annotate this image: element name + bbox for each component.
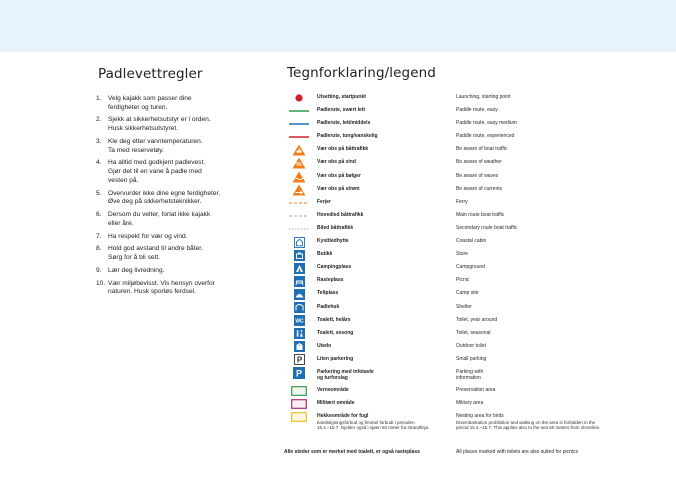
rule-text: Hold god avstand til andre båter. Sørg for å bli sett. xyxy=(108,245,203,261)
legend-label-no xyxy=(317,186,360,192)
legend-label-en xyxy=(456,304,472,310)
picnic-icon xyxy=(287,275,311,287)
legend-row xyxy=(287,118,627,131)
waves-warning-icon xyxy=(287,171,311,183)
preservation-area-icon xyxy=(287,385,311,397)
legend-label-no-text: Campingplass xyxy=(317,264,352,271)
legend-row xyxy=(287,385,627,398)
legend-label-en-text: Store xyxy=(456,251,468,258)
legend-label-en xyxy=(456,400,483,406)
legend-row xyxy=(287,105,627,118)
legend-label-no-text: Butikk xyxy=(317,251,333,258)
legend-label-no-text: Liten parkering xyxy=(317,355,354,362)
legend-label-en xyxy=(456,159,502,165)
legend-label-en-text: Outdoor toilet xyxy=(456,342,487,349)
legend-label-no-text: Teltplass xyxy=(317,290,339,297)
legend-label-en-text: Camp site xyxy=(456,290,479,297)
legend-label-en xyxy=(456,107,498,113)
svg-text:WC: WC xyxy=(294,318,304,325)
campground-icon xyxy=(287,262,311,274)
legend-title: Tegnforklaring/legend xyxy=(287,65,436,81)
rule-number: 5. xyxy=(96,189,102,197)
legend-row xyxy=(287,411,627,436)
legend-row xyxy=(287,302,627,315)
parking-info-icon xyxy=(287,367,311,379)
legend-row xyxy=(287,315,627,328)
legend-row xyxy=(287,262,627,275)
rules-list xyxy=(96,95,276,301)
legend-label-no-text: Parkering med infotavle og turforslag xyxy=(317,368,374,381)
legend-label-en xyxy=(456,317,497,323)
legend-label-no xyxy=(317,343,331,349)
legend-label-en-text: Be aware of weather xyxy=(456,159,502,166)
legend-label-en-text: Parking with information xyxy=(456,368,484,381)
legend-label-no-text: Utedo xyxy=(317,342,332,349)
shelter-icon xyxy=(287,302,311,314)
legend-row xyxy=(287,236,627,249)
legend-label-en xyxy=(456,199,468,205)
legend-list xyxy=(287,92,627,436)
legend-label-en xyxy=(456,277,469,283)
legend-label-en xyxy=(456,238,486,244)
legend-label-no xyxy=(317,304,339,310)
legend-label-no-text: Vær obs på strøm xyxy=(317,185,360,192)
rule-item xyxy=(96,190,276,207)
legend-label-en-text: Picnic xyxy=(456,277,470,284)
legend-label-no xyxy=(317,173,361,179)
legend-label-en xyxy=(456,290,479,296)
nesting-area-icon xyxy=(287,411,311,423)
current-warning-icon xyxy=(287,184,311,196)
toilet-seasonal-icon xyxy=(287,328,311,340)
legend-label-en xyxy=(456,251,468,257)
rule-text: Dersom du velter, forlat ikke kajakk eller åre. xyxy=(108,211,211,227)
legend-label-en xyxy=(456,413,600,430)
coastal-cabin-icon xyxy=(287,236,311,248)
legend-label-no-text: Verneområde xyxy=(317,386,349,393)
boat-traffic-warning-icon xyxy=(287,144,311,156)
legend-label-no-text: Biled båttrafikk xyxy=(317,224,354,231)
legend-label-no-text: Vær obs på båttrafikk xyxy=(317,146,369,153)
legend-row xyxy=(287,328,627,341)
legend-label-en-text: Toilet, seasonal xyxy=(456,329,491,336)
rule-number: 9. xyxy=(96,266,102,274)
legend-label-en xyxy=(456,186,502,192)
legend-label-en xyxy=(456,264,485,270)
rule-text: Kle deg etter vanntemperaturen. Ta med reservetøy. xyxy=(108,137,203,154)
legend-label-en xyxy=(456,330,490,336)
legend-label-no-text: Toalett, sesong xyxy=(317,329,354,336)
rule-number: 4. xyxy=(96,159,102,167)
legend-row xyxy=(287,92,627,105)
legend-row xyxy=(287,398,627,411)
legend-label-no xyxy=(317,290,338,296)
legend-label-en xyxy=(456,343,486,349)
camp-site-icon xyxy=(287,288,311,300)
legend-label-no-text: Padlerute, lett/middels xyxy=(317,120,371,127)
rule-number: 10. xyxy=(96,279,106,287)
legend-label-no xyxy=(317,212,363,218)
rule-text: Lær deg livredning. xyxy=(108,266,165,274)
route-medium-line-icon xyxy=(287,118,311,130)
legend-label-no xyxy=(317,94,366,100)
legend-label-no xyxy=(317,120,370,126)
legend-label-no-text: Utsetting, startpunkt xyxy=(317,94,366,100)
legend-label-en xyxy=(456,225,517,231)
rule-item xyxy=(96,245,276,262)
legend-row xyxy=(287,171,627,184)
rule-number: 3. xyxy=(96,137,102,145)
header-band xyxy=(0,0,676,52)
legend-row xyxy=(287,210,627,223)
legend-label-en-text: Preservation area xyxy=(456,386,496,393)
rule-item xyxy=(96,116,276,133)
legend-label-no-text: Toalett, helårs xyxy=(317,316,351,323)
rule-number: 8. xyxy=(96,245,102,253)
legend-label-en xyxy=(456,173,498,179)
legend-label-no-text: Kysttledhytte xyxy=(317,238,349,245)
legend-label-en xyxy=(456,120,517,126)
legend-label-en xyxy=(456,133,514,139)
main-boat-traffic-line-icon xyxy=(287,210,311,222)
legend-label-en-text: Be aware of waves xyxy=(456,172,499,179)
legend-row xyxy=(287,341,627,354)
rule-item xyxy=(96,233,276,242)
rule-item xyxy=(96,95,276,112)
legend-label-no xyxy=(317,159,356,165)
legend-label-no-text: Padlehuk xyxy=(317,303,340,310)
legend-label-en-text: Be aware of currents xyxy=(456,185,503,192)
legend-label-no xyxy=(317,225,353,231)
legend-label-en xyxy=(456,94,510,100)
legend-label-no xyxy=(317,277,343,283)
legend-label-no-text: Hovedled båttrafikk xyxy=(317,211,364,218)
rule-text: Ha respekt for vær og vind. xyxy=(108,232,188,240)
legend-label-en-text: Be aware of boat traffic xyxy=(456,146,508,153)
legend-label-no-text: Ferjer xyxy=(317,198,331,205)
legend-label-en-text: Secondary route boat traffic xyxy=(456,224,518,231)
rule-item xyxy=(96,138,276,155)
wind-warning-icon xyxy=(287,157,311,169)
legend-label-en-text: Launching, starting point xyxy=(456,94,511,100)
legend-label-no xyxy=(317,251,332,257)
legend-label-no xyxy=(317,264,351,270)
store-icon xyxy=(287,249,311,261)
legend-row xyxy=(287,354,627,367)
legend-label-no-text: Hekkeområde for fugl xyxy=(317,413,369,420)
legend-label-en-text: Paddle route, easy xyxy=(456,107,498,114)
legend-note-no: Ilandstigningsforbud og ferdsel forbudt i perioden 15.4.–15.7. Gjelder også i sjøen 50 meter fra strandlinja. xyxy=(317,419,430,431)
legend-label-en xyxy=(456,387,495,393)
legend-label-no xyxy=(317,317,351,323)
legend-label-no xyxy=(317,146,368,152)
legend-row xyxy=(287,249,627,262)
legend-label-en-text: Paddle route, easy medium xyxy=(456,120,517,127)
legend-label-en xyxy=(456,356,486,362)
route-hard-line-icon xyxy=(287,131,311,143)
legend-label-en-text: Shelter xyxy=(456,303,472,310)
legend-label-no xyxy=(317,387,349,393)
launch-dot-icon xyxy=(287,92,311,104)
legend-label-no xyxy=(317,107,365,113)
legend-row xyxy=(287,157,627,170)
legend-label-no xyxy=(317,400,355,406)
rule-item xyxy=(96,159,276,185)
legend-label-no xyxy=(317,199,331,205)
rule-number: 1. xyxy=(96,95,102,102)
legend-row xyxy=(287,288,627,301)
rule-text: Overvurder ikke dine egne ferdigheter. Øve deg på sikkerhetsteknikker. xyxy=(108,189,221,206)
rule-item xyxy=(96,211,276,228)
legend-label-en-text: Coastal cabin xyxy=(456,238,487,245)
legend-label-en xyxy=(456,212,504,218)
legend-label-en xyxy=(456,369,483,381)
legend-row xyxy=(287,144,627,157)
military-area-icon xyxy=(287,398,311,410)
legend-label-en-text: Campground xyxy=(456,264,485,271)
legend-footer-en: All places marked with toilets are also suited for picnics xyxy=(456,449,578,455)
legend-label-no xyxy=(317,356,353,362)
route-easy-line-icon xyxy=(287,105,311,117)
rule-item xyxy=(96,267,276,276)
svg-text:P: P xyxy=(295,368,303,379)
svg-text:P: P xyxy=(296,355,302,365)
rule-number: 6. xyxy=(96,211,102,219)
legend-label-no xyxy=(317,238,349,244)
outdoor-toilet-icon xyxy=(287,341,311,353)
legend-row xyxy=(287,275,627,288)
legend-label-no-text: Vær obs på vind xyxy=(317,159,356,166)
legend-label-no-text: Vær obs på bølger xyxy=(317,172,361,179)
legend-label-no xyxy=(317,413,429,430)
legend-label-no-text: Militært område xyxy=(317,400,355,407)
legend-row xyxy=(287,131,627,144)
ferry-line-icon xyxy=(287,197,311,209)
rule-item xyxy=(96,280,276,297)
legend-label-en-text: Nesting area for birds xyxy=(456,413,504,420)
legend-row xyxy=(287,184,627,197)
legend-label-en xyxy=(456,146,507,152)
rule-number: 7. xyxy=(96,232,102,240)
legend-label-en-text: Military area xyxy=(456,400,484,407)
legend-label-en-text: Main route boat traffic xyxy=(456,211,505,218)
rule-text: Sjekk at sikkerhetsutstyr er i orden. Husk sikkerhetsutstyret. xyxy=(108,116,211,133)
legend-label-no xyxy=(317,330,353,336)
legend-label-en-text: Small parking xyxy=(456,355,487,362)
legend-label-no xyxy=(317,369,374,381)
legend-label-no-text: Rasteplass xyxy=(317,277,344,284)
legend-label-no-text: Padlerute, svært lett xyxy=(317,107,366,114)
rule-text: Ha alltid med godkjent padlevest. Gjør det til en vane å padle med vesten på. xyxy=(108,159,206,184)
legend-footer-no: Alle steder som er merket med toalett, er også rasteplass xyxy=(284,449,420,455)
legend-label-en-text: Toilet, year around xyxy=(456,316,498,323)
legend-label-en-text: Paddle route, experienced xyxy=(456,133,515,140)
legend-row xyxy=(287,197,627,210)
rule-text: Velg kajakk som passer dine ferdigheter og turen. xyxy=(108,95,192,111)
legend-label-no xyxy=(317,133,378,139)
small-parking-icon xyxy=(287,354,311,366)
legend-row xyxy=(287,367,627,385)
toilet-year-round-icon xyxy=(287,315,311,327)
rule-number: 2. xyxy=(96,116,102,124)
secondary-boat-traffic-line-icon xyxy=(287,223,311,235)
legend-row xyxy=(287,223,627,236)
legend-note-en: Disembarkation prohibition and walking on the area is forbidden in the period 15.4.–15.7. This applies also to the sea 50 meters from shoreline. xyxy=(456,419,601,431)
legend-label-en-text: Ferry xyxy=(456,198,468,205)
legend-label-no-text: Padlerute, tung/vanskelig xyxy=(317,133,378,140)
rules-title: Padlevettregler xyxy=(98,66,203,82)
rule-text: Vær miljøbevisst. Vis hensyn overfor naturen. Husk sporløs ferdsel. xyxy=(108,279,215,296)
